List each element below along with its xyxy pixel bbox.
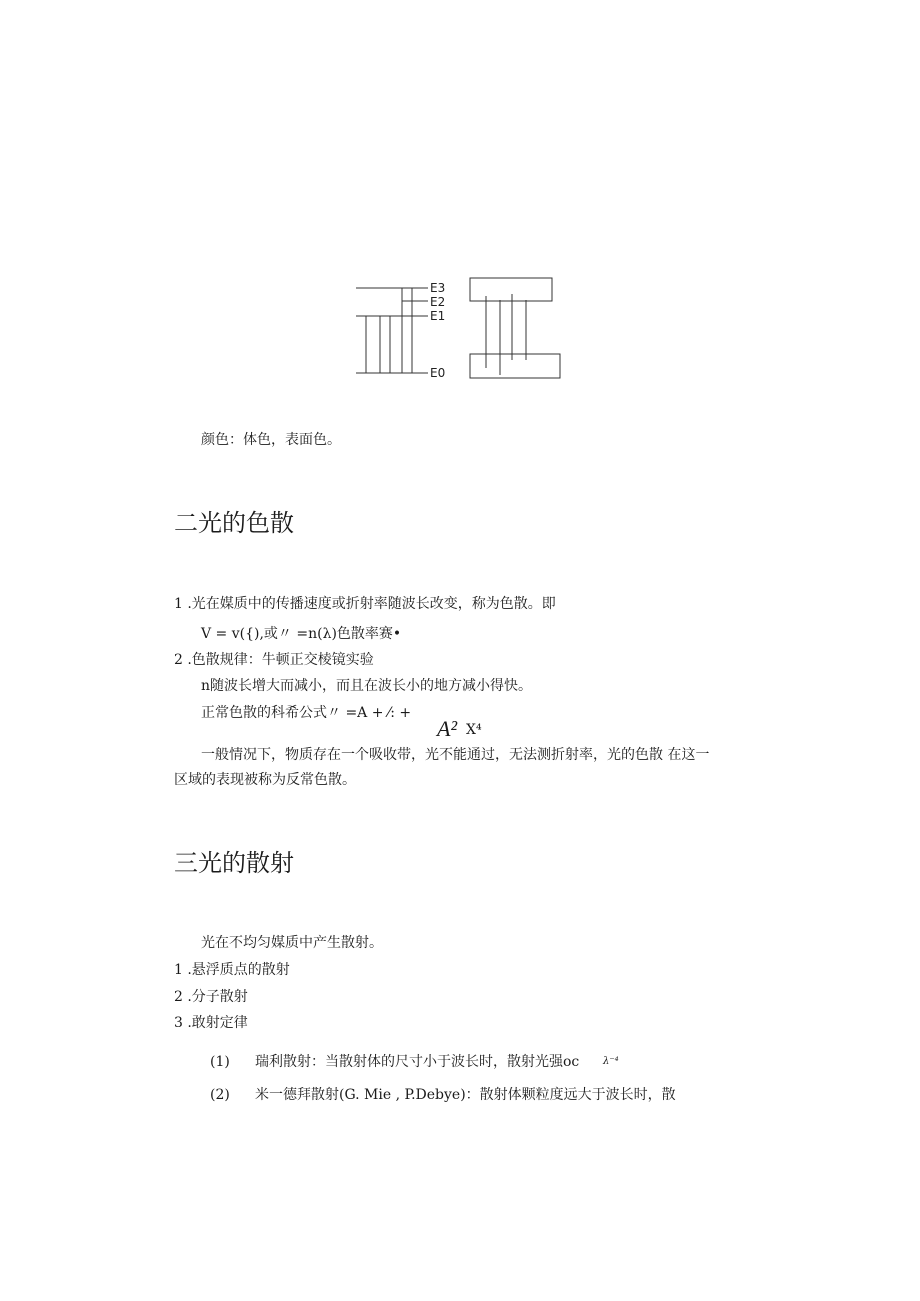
e0-label: E0 — [430, 366, 446, 380]
section2-item2: 2 .色散规律：牛顿正交棱镜实验 — [174, 652, 374, 668]
section3-heading: 三光的散射 — [174, 849, 294, 877]
section2-paragraph-line2: 区域的表现被称为反常色散。 — [174, 772, 356, 788]
section3-item2: 2 .分子散射 — [174, 989, 248, 1005]
section3-intro: 光在不均匀媒质中产生散射。 — [201, 935, 383, 951]
section3-item1: 1 .悬浮质点的散射 — [174, 962, 290, 978]
sub2-number: (2) — [210, 1087, 230, 1103]
energy-level-diagram — [350, 272, 570, 387]
section2-item1-formula: V = v({),或〃 =n(λ)色散率赛• — [201, 626, 402, 642]
lower-band-box — [470, 354, 560, 378]
e1-label: E1 — [430, 309, 446, 323]
cauchy-a2: A² — [437, 716, 458, 741]
color-note: 颜色：体色，表面色。 — [201, 432, 341, 448]
e2-label: E2 — [430, 295, 446, 309]
cauchy-x4: X⁴ — [466, 722, 482, 738]
sub1-text: 瑞利散射：当散射体的尺寸小于波长时，散射光强oc — [255, 1054, 580, 1070]
upper-band-box — [470, 278, 552, 301]
sub1-wavelength-power: λ⁻⁴ — [603, 1056, 619, 1067]
e3-label: E3 — [430, 281, 446, 295]
sub1-number: (1) — [210, 1054, 230, 1070]
sub2-text: 米一德拜散射(G. Mie , P.Debye)：散射体颗粒度远大于波长时，散 — [255, 1087, 676, 1103]
section2-paragraph-line1: 一般情况下，物质存在一个吸收带，光不能通过，无法测折射率，光的色散 在这一 — [201, 747, 710, 763]
section2-heading: 二光的色散 — [174, 509, 294, 537]
section2-item2-line: n随波长增大而减小，而且在波长小的地方减小得快。 — [201, 678, 533, 694]
cauchy-formula-text: 正常色散的科希公式〃 =A + ⁄: + — [201, 705, 412, 721]
section2-item1: 1 .光在媒质中的传播速度或折射率随波长改变，称为色散。即 — [174, 596, 556, 612]
section3-item3: 3 .敢射定律 — [174, 1015, 248, 1031]
